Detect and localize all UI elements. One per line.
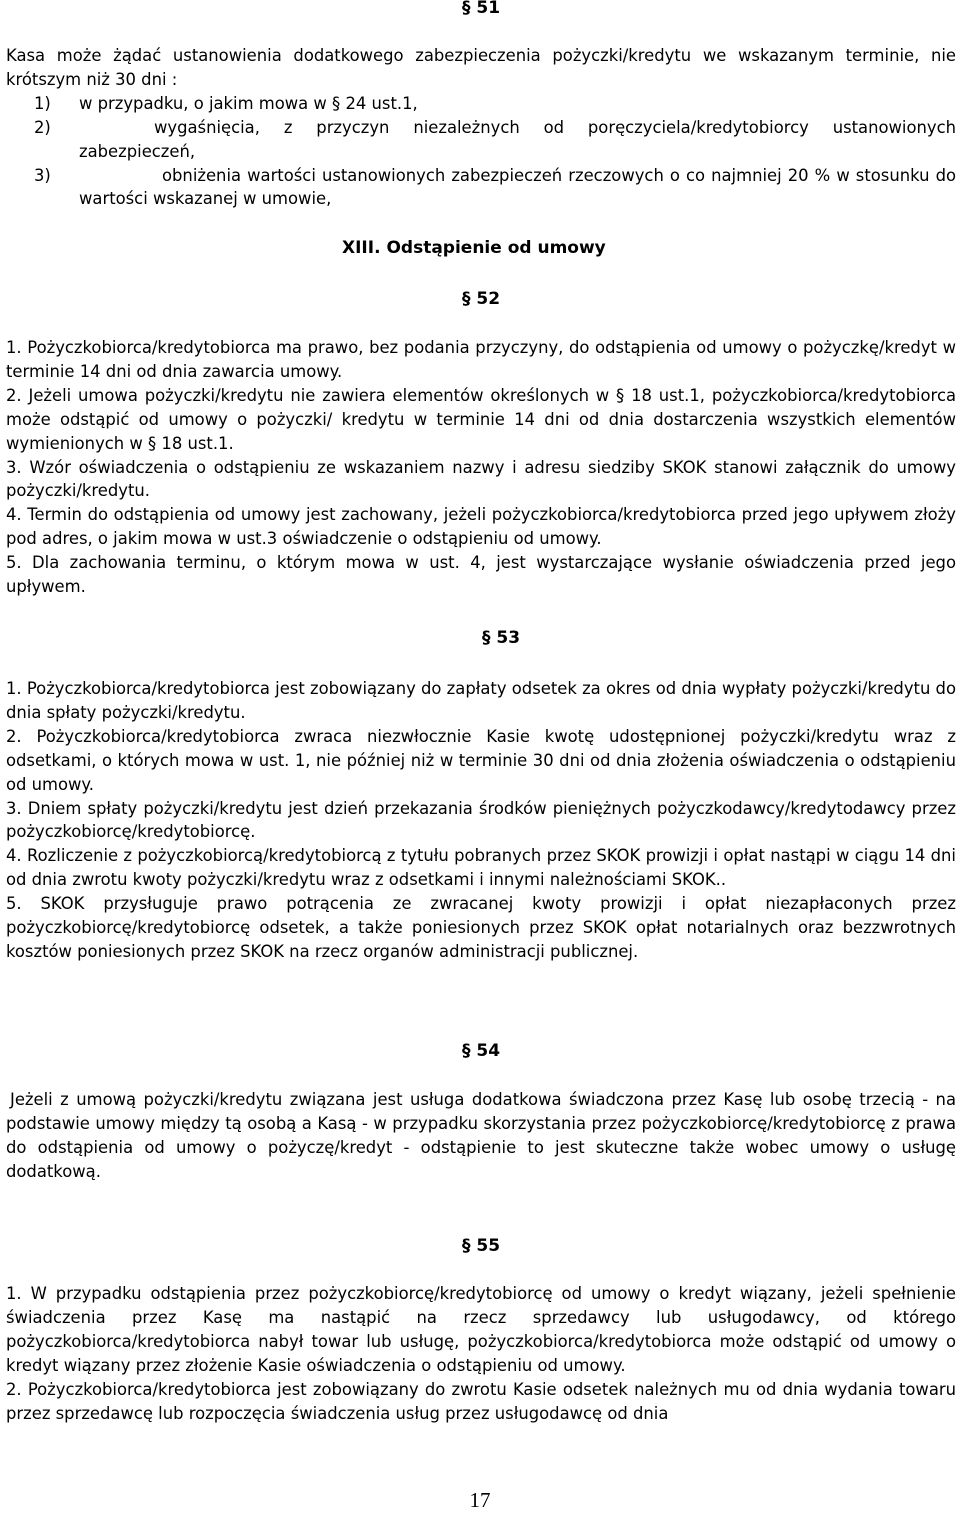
- section-51-intro: Kasa może żądać ustanowienia dodatkowego zabezpieczenia pożyczki/kredytu we wskazanym terminie, nie krótszym niż 30 dni :: [6, 46, 956, 89]
- section-53-body: [6, 677, 956, 964]
- section-51-item-2: 2) wygaśnięcia, z przyczyn niezależnych od poręczyciela/kredytobiorcy ustanowionych zabezpieczeń,: [34, 117, 956, 161]
- section-52-para-1: 1. Pożyczkobiorca/kredytobiorca ma prawo, bez podania przyczyny, do odstąpienia od umowy o pożyczkę/kredyt w terminie 14 dni od dnia zawarcia umowy.: [6, 338, 956, 381]
- chapter-heading: XIII. Odstąpienie od umowy: [342, 238, 606, 258]
- section-heading-55: § 55: [462, 1236, 501, 1256]
- page-number: 17: [469, 1488, 491, 1512]
- section-53-para-5: 5. SKOK przysługuje prawo potrącenia ze zwracanej kwoty prowizji i opłat niezapłaconych przez pożyczkobiorcę/kredytobiorcę odsetek, a także poniesionych przez SKOK opłat notarialnych oraz bezzwrotnych kosztów poniesionych przez SKOK na rzecz organów administracji publicznej.: [6, 894, 956, 961]
- section-52-body: [6, 336, 956, 599]
- section-55-para-1: 1. W przypadku odstąpienia przez pożyczkobiorcę/kredytobiorcę od umowy o kredyt wiązany, jeżeli spełnienie świadczenia przez Kasę ma nastąpić na rzecz sprzedawcy lub usługodawcy, od którego pożyczkobiorca/kredytobiorca nabył towar lub usługę, pożyczkobiorca/kredytobiorca może odstąpić od umowy o kredyt wiązany przez złożenie Kasie oświadczenia o odstąpieniu od umowy.: [6, 1284, 956, 1375]
- section-53-para-1: 1. Pożyczkobiorca/kredytobiorca jest zobowiązany do zapłaty odsetek za okres od dnia wypłaty pożyczki/kredytu do dnia spłaty pożyczki/kredytu.: [6, 679, 956, 722]
- section-55-para-2: 2. Pożyczkobiorca/kredytobiorca jest zobowiązany do zwrotu Kasie odsetek należnych mu od dnia wydania towaru przez sprzedawcę lub rozpoczęcia świadczenia usług przez usługodawcę od dnia: [6, 1379, 956, 1423]
- section-53-para-2: 2. Pożyczkobiorca/kredytobiorca zwraca niezwłocznie Kasie kwotę udostępnionej pożyczki/kredytu wraz z odsetkami, o których mowa w ust. 1, nie później niż w terminie 30 dni od dnia złożenia oświadczenia o odstąpieniu od umowy.: [6, 726, 956, 794]
- section-heading-53: § 53: [482, 628, 521, 648]
- section-52-para-2: 2. Jeżeli umowa pożyczki/kredytu nie zawiera elementów określonych w § 18 ust.1, pożyczkobiorca/kredytobiorca może odstąpić od umowy o pożyczki/ kredytu w terminie 14 dni od dnia dostarczenia wszystkich elementów wymienionych w § 18 ust.1.: [6, 385, 956, 453]
- section-55-body: [6, 1282, 956, 1425]
- section-52-para-4: 4. Termin do odstąpienia od umowy jest zachowany, jeżeli pożyczkobiorca/kredytobiorca przed jego upływem złoży pod adres, o jakim mowa w ust.3 oświadczenie o odstąpieniu od umowy.: [6, 505, 956, 549]
- section-51-item-3: 3) obniżenia wartości ustanowionych zabezpieczeń rzeczowych o co najmniej 20 % w stosunku do wartości wskazanej w umowie,: [34, 165, 956, 209]
- section-heading-54: § 54: [462, 1041, 501, 1061]
- section-51-item-1: 1) w przypadku, o jakim mowa w § 24 ust.1,: [34, 93, 418, 113]
- section-heading-51: § 51: [462, 0, 501, 18]
- section-heading-52: § 52: [462, 289, 501, 309]
- section-51-body: [6, 44, 956, 211]
- section-52-para-3: 3. Wzór oświadczenia o odstąpieniu ze wskazaniem nazwy i adresu siedziby SKOK stanowi załącznik do umowy pożyczki/kredytu.: [6, 457, 956, 501]
- section-52-para-5: 5. Dla zachowania terminu, o którym mowa w ust. 4, jest wystarczające wysłanie oświadczenia przed jego upływem.: [6, 553, 956, 597]
- section-53-para-3: 3. Dniem spłaty pożyczki/kredytu jest dzień przekazania środków pieniężnych pożyczkodawcy/kredytodawcy przez pożyczkobiorcę/kredytobiorcę.: [6, 798, 956, 842]
- section-54-body: [6, 1088, 956, 1184]
- section-54-para: Jeżeli z umową pożyczki/kredytu związana jest usługa dodatkowa świadczona przez Kasę lub osobę trzecią - na podstawie umowy między tą osobą a Kasą - w przypadku skorzystania przez pożyczkobiorcę/kredytobiorcę z prawa do odstąpienia od umowy o pożyczę/kredyt - odstąpienie to jest skuteczne także wobec umowy o usługę dodatkową.: [6, 1090, 956, 1181]
- section-53-para-4: 4. Rozliczenie z pożyczkobiorcą/kredytobiorcą z tytułu pobranych przez SKOK prowizji i opłat nastąpi w ciągu 14 dni od dnia zwrotu kwoty pożyczki/kredytu wraz z odsetkami i innymi należnościami SKOK..: [6, 846, 956, 890]
